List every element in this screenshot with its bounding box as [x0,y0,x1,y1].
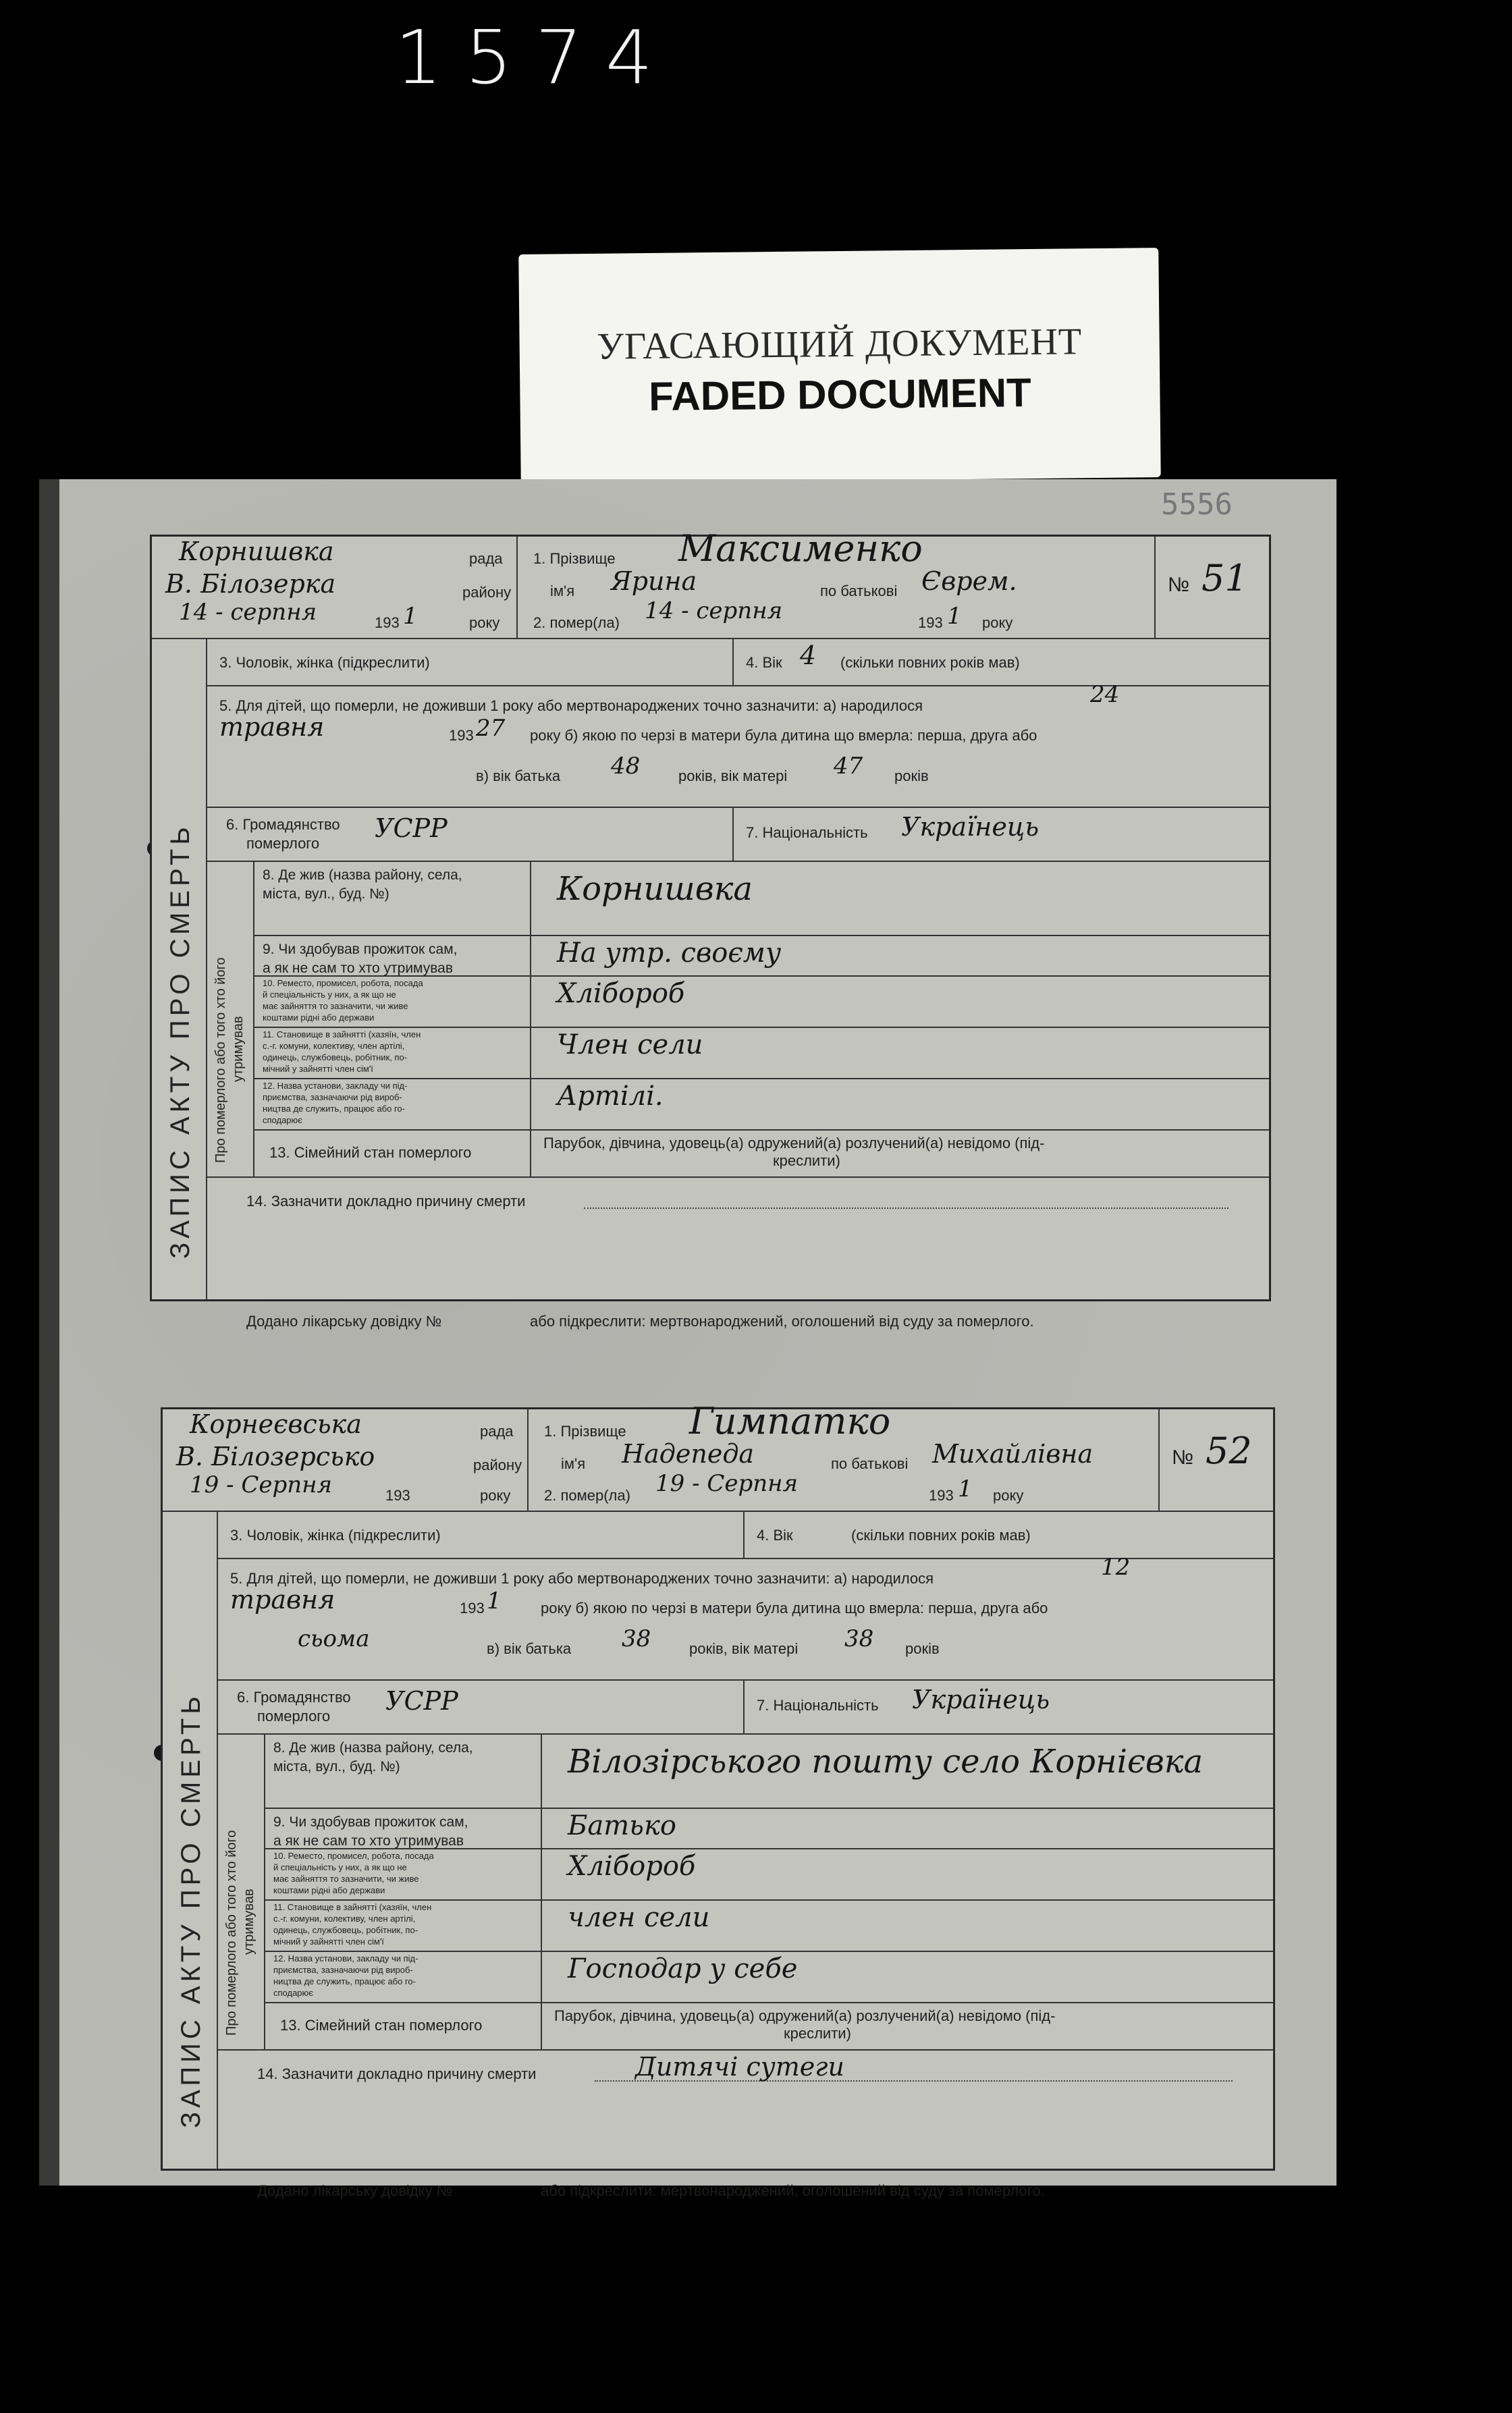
grid-line [264,1808,1273,1809]
field-value-residence: Корнишвка [557,870,753,908]
grid-line [163,1511,1273,1512]
rada-label: рада [480,1423,514,1440]
citizenship-label: 6. Громадянство [226,816,340,833]
field-label-f11b: с.-г. комуни, колективу, член артілі, [273,1914,416,1924]
subject-column-subtitle: утримував [231,1016,246,1082]
surname-label: 1. Прізвище [533,550,616,567]
death-year-prefix: 193 [918,614,943,631]
surname-value: Максименко [678,527,923,570]
faded-label-en: FADED DOCUMENT [648,370,1032,419]
nationality-value: Українець [912,1685,1050,1714]
death-label: 2. помер(ла) [533,614,620,631]
patronymic-value: Михайлівна [932,1439,1094,1469]
field-label-f12b: приємства, зазначаючи рід вироб- [263,1092,402,1102]
infant-year-prefix: 193 [449,727,474,744]
field-label-f10d: коштами рідні або держави [263,1012,375,1023]
infant-label-5: років [905,1640,940,1657]
field-label-f9b: а як не сам то хто утримував [273,1833,464,1849]
district-value: В. Білозерка [165,569,336,599]
field-value-support: На утр. своєму [557,938,782,969]
patronymic-value: Єврем. [921,566,1017,596]
footer-label-2: або підкреслити: мертвонароджений, оголошений від суду за померлого. [541,2182,1045,2199]
field-label-f10c: має зайняття то зазначити, чи живе [263,1001,408,1011]
name-label: ім'я [550,582,575,599]
record-number-value: 52 [1206,1430,1252,1472]
reg-year-prefix: 193 [375,614,400,631]
record-number-value: 51 [1202,557,1248,599]
marital-label: 13. Сімейний стан померлого [269,1144,472,1161]
cause-label: 14. Зазначити докладно причину смерти [257,2065,537,2082]
field-label-f12a: 12. Назва установи, закладу чи під- [263,1081,408,1091]
age-suffix: (скільки повних років мав) [851,1527,1031,1544]
field-label-f11a: 11. Становище в зайнятті (хазяїн, член [273,1902,432,1912]
citizenship-label-2: померлого [257,1708,331,1725]
surname-label: 1. Прізвище [544,1423,626,1440]
page-binding-edge [39,479,59,2186]
grid-line [516,537,518,638]
reg-date-value: 19 - Серпня [190,1471,333,1498]
age-label: 4. Вік [746,654,782,671]
born-day-value: 12 [1101,1554,1131,1581]
grid-line [206,861,1269,862]
grid-line [217,1733,1273,1735]
footer-label: Додано лікарську довідку № [257,2182,453,2199]
subject-column-subtitle: утримував [242,1889,256,1955]
roku-label: року [480,1487,511,1504]
age-label: 4. Вік [757,1527,793,1544]
father-age-value: 48 [611,753,641,780]
raion-label: району [473,1457,522,1473]
field-label-f8a: 8. Де жив (назва району, села, [263,867,462,883]
field-label-f12d: сподарює [263,1115,302,1125]
grid-line [253,1129,1269,1131]
nationality-label: 7. Національність [757,1697,879,1714]
district-value: В. Білозерсько [176,1442,375,1471]
field-label-f9a: 9. Чи здобував прожиток сам, [273,1814,468,1830]
faded-label-ru: УГАСАЮЩИЙ ДОКУМЕНТ [597,321,1083,368]
field-label-f12a: 12. Назва установи, закладу чи під- [273,1953,418,1963]
roku-label: року [469,614,500,631]
mother-age-value: 47 [834,753,863,780]
infant-label-4: років, вік матері [689,1640,799,1657]
infant-label-3: в) вік батька [487,1640,572,1657]
field-value-status: Член сели [557,1029,703,1060]
faded-document-label [518,248,1161,484]
death-roku-label: року [982,614,1013,631]
village-rada-value: Корнишвка [179,537,334,566]
grid-line [253,1027,1269,1028]
surname-value: Гимпатко [689,1400,891,1442]
raion-label: району [462,584,512,601]
death-date-value: 19 - Серпня [655,1470,799,1497]
infant-label-4: років, вік матері [678,767,788,784]
side-title: ЗАПИС АКТУ ПРО СМЕРТЬ [176,1692,206,2128]
number-label: № [1168,574,1190,596]
death-record-1 [150,527,1271,1330]
infant-label-1: 5. Для дітей, що померли, не доживши 1 року або мертвонароджених точно зазначити: а) народилося [219,697,923,714]
field-value-institution: Артілі. [557,1081,664,1112]
infant-label-3: в) вік батька [476,767,561,784]
first-name-value: Надепеда [622,1439,755,1469]
rada-label: рада [469,550,503,567]
death-label: 2. помер(ла) [544,1487,630,1504]
death-date-value: 14 - серпня [645,597,783,624]
death-year-value: 1 [958,1475,973,1502]
cause-label: 14. Зазначити докладно причину смерти [246,1193,526,1210]
field-label-f8b: міста, вул., буд. №) [273,1759,400,1774]
subject-column-title: Про померлого або того хто його [224,1830,239,2036]
footer-label-2: або підкреслити: мертвонароджений, оголошений від суду за померлого. [530,1313,1034,1330]
death-roku-label: року [993,1487,1024,1504]
reg-year-value: 1 [403,603,418,630]
infant-label-2: року б) якою по черзі в матери була дитина що вмерла: перша, друга або [541,1600,1048,1617]
marital-options: Парубок, дівчина, удовець(а) одружений(а) розлучений(а) невідомо (під- [543,1135,1045,1151]
mother-age-value: 38 [844,1625,874,1652]
field-value-institution: Господар у себе [568,1953,798,1984]
field-value-residence: Вілозірського пошту село Корнієвка [568,1743,1204,1781]
field-label-f12c: ництва де служить, працює або го- [273,1976,416,1986]
first-name-value: Ярина [611,566,697,596]
field-label-f10a: 10. Реместо, промисел, робота, посада [263,978,423,988]
field-label-f12c: ництва де служить, працює або го- [263,1104,405,1114]
field-label-f10c: має зайняття то зазначити, чи живе [273,1874,419,1884]
grid-line [206,1176,1269,1178]
grid-line [253,975,1269,977]
marital-label: 13. Сімейний стан померлого [280,2017,483,2034]
grid-line [152,638,1269,639]
born-year-value: 1 [487,1588,502,1615]
sex-label: 3. Чоловік, жінка (підкреслити) [219,654,430,671]
age-suffix: (скільки повних років мав) [840,654,1020,671]
grid-line [743,1679,745,1733]
field-label-f11b: с.-г. комуни, колективу, член артілі, [263,1041,405,1051]
field-label-f8a: 8. Де жив (назва району, села, [273,1740,473,1756]
citizenship-value: УСРР [385,1686,458,1716]
field-label-f11d: мічний у зайнятті член сім'ї [273,1936,384,1947]
marital-options-2: креслити) [784,2025,851,2042]
age-value: 4 [800,641,817,670]
name-label: ім'я [561,1455,586,1472]
grid-line [743,1511,745,1558]
marital-options-2: креслити) [773,1152,840,1169]
field-label-f11c: одинець, службовець, робітник, по- [263,1052,408,1062]
number-label: № [1172,1446,1194,1469]
sex-label: 3. Чоловік, жінка (підкреслити) [230,1527,441,1544]
field-label-f10a: 10. Реместо, промисел, робота, посада [273,1851,434,1861]
death-year-value: 1 [947,603,962,630]
infant-label-2: року б) якою по черзі в матери була дитина що вмерла: перша, друга або [530,727,1037,744]
marital-options: Парубок, дівчина, удовець(а) одружений(а) розлучений(а) невідомо (під- [554,2007,1056,2024]
father-age-value: 38 [622,1625,651,1652]
citizenship-label: 6. Громадянство [237,1689,351,1706]
grid-line [217,2049,1273,2051]
born-month-value: травня [219,712,325,742]
field-label-f9b: а як не сам то хто утримував [263,960,453,976]
grid-line [217,1679,1273,1681]
grid-line [253,1078,1269,1079]
archive-number: 1574 [395,14,676,101]
born-year-value: 27 [476,715,506,742]
field-label-f11d: мічний у зайнятті член сім'ї [263,1064,373,1074]
grid-line [264,2002,1273,2003]
infant-year-prefix: 193 [460,1600,485,1617]
subject-column-title: Про померлого або того хто його [213,957,228,1163]
grid-line [732,638,734,685]
grid-line [253,935,1269,936]
field-label-f9a: 9. Чи здобував прожиток сам, [263,942,458,957]
infant-label-5: років [894,767,929,784]
field-label-f12d: сподарює [273,1988,313,1998]
field-label-f10b: й спеціальність у них, а як що не [273,1862,407,1872]
footer-label: Додано лікарську довідку № [246,1313,442,1330]
death-record-2 [161,1400,1275,2199]
field-value-occupation: Хлібороб [557,978,685,1009]
grid-line [264,1899,1273,1901]
birth-order-value: сьома [298,1625,370,1652]
field-label-f10b: й спеціальність у них, а як що не [263,989,396,1000]
citizenship-label-2: померлого [246,835,320,852]
grid-line [264,1951,1273,1952]
field-label-f10d: коштами рідні або держави [273,1885,385,1895]
reg-year-prefix: 193 [385,1487,410,1504]
field-value-occupation: Хлібороб [568,1851,696,1882]
field-label-f12b: приємства, зазначаючи рід вироб- [273,1965,413,1975]
grid-line [206,807,1269,808]
field-label-f8b: міста, вул., буд. №) [263,886,389,902]
death-year-prefix: 193 [929,1487,954,1504]
village-rada-value: Корнеєвська [190,1409,362,1439]
reg-date-value: 14 - серпня [179,599,317,626]
page-stamp-number: 5556 [1161,487,1233,522]
side-title: ЗАПИС АКТУ ПРО СМЕРТЬ [165,823,195,1259]
citizenship-value: УСРР [375,813,448,843]
born-month-value: травня [230,1585,335,1615]
grid-line [527,1409,529,1511]
grid-line [732,807,734,861]
born-day-value: 24 [1090,681,1120,708]
field-value-support: Батько [568,1810,676,1841]
patronymic-label: по батькові [820,582,898,599]
patronymic-label: по батькові [831,1455,909,1472]
field-value-status: член сели [568,1902,710,1933]
grid-line [264,1848,1273,1849]
infant-label-1: 5. Для дітей, що померли, не доживши 1 року або мертвонароджених точно зазначити: а) народилося [230,1570,934,1587]
field-label-f11a: 11. Становище в зайнятті (хазяїн, член [263,1029,421,1039]
grid-line [1158,1409,1160,1511]
field-label-f11c: одинець, службовець, робітник, по- [273,1925,418,1935]
cause-value: Дитячі сутеги [635,2052,844,2082]
fill-line [584,1208,1228,1209]
nationality-value: Українець [901,812,1040,842]
nationality-label: 7. Національність [746,824,868,841]
grid-line [1154,537,1156,638]
